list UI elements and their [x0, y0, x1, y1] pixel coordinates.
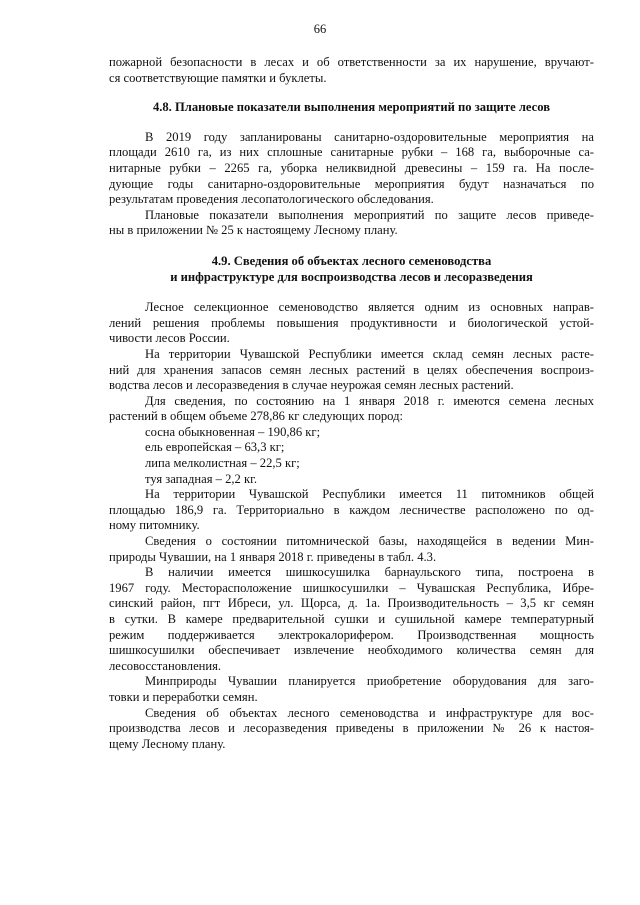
- paragraph-line: площадью 186,9 га. Территориально в каждом лесничестве расположено по од-: [109, 502, 594, 517]
- section-heading-4-8: 4.8. Плановые показатели выполнения мероприятий по защите лесов: [152, 100, 551, 115]
- equipment-paragraph: [109, 674, 594, 705]
- species-list-item: липа мелколистная – 22,5 кг;: [145, 456, 300, 471]
- paragraph-line: растений в общем объеме 278,86 кг следующих пород:: [109, 409, 404, 424]
- nurseries-paragraph: [109, 487, 594, 534]
- paragraph-line: Для сведения, по состоянию на 1 января 2018 г. имеются семена лесных: [145, 393, 594, 408]
- species-list-item: туя западная – 2,2 кг.: [145, 471, 258, 486]
- section-4-8-paragraph-1: [109, 130, 594, 208]
- section-4-9-paragraph-1: [109, 300, 594, 347]
- paragraph-line: ному питомнику.: [109, 518, 200, 533]
- paragraph-line: водства лесов и лесоразведения в случае неурожая семян лесных растений.: [109, 378, 514, 393]
- page-number: 66: [313, 22, 327, 36]
- heading-line: 4.9. Сведения об объектах лесного семеноводства: [211, 253, 492, 268]
- species-list-item: сосна обыкновенная – 190,86 кг;: [145, 424, 321, 439]
- paragraph-line: На территории Чувашской Республики имеется склад семян лесных расте-: [145, 346, 594, 361]
- paragraph-line: ся соответствующие памятки и буклеты.: [109, 70, 327, 85]
- heading-line: и инфраструктуре для воспроизводства лесов и лесоразведения: [170, 269, 533, 284]
- paragraph-line: щему Лесному плану.: [109, 736, 226, 751]
- section-4-9-paragraph-3: [109, 394, 594, 425]
- intro-paragraph: [109, 55, 594, 86]
- paragraph-line: Сведения об объектах лесного семеноводства и инфраструктуре для вос-: [145, 705, 594, 720]
- paragraph-line: дующие годы санитарно-оздоровительные мероприятия будут назначаться по: [109, 176, 594, 191]
- paragraph-line: синский район, пгт Ибреси, ул. Щорса, д. 1а. Производительность – 3,5 кг семян: [109, 596, 594, 611]
- paragraph-line: ны в приложении № 25 к настоящему Лесному плану.: [109, 223, 398, 238]
- paragraph-line: Лесное селекционное семеноводство является одним из основных направ-: [145, 300, 594, 315]
- document-body: [109, 55, 594, 752]
- paragraph-line: природы Чувашии, на 1 января 2018 г. приведены в табл. 4.3.: [109, 549, 437, 564]
- paragraph-line: чивости лесов России.: [109, 331, 230, 346]
- paragraph-line: товки и переработки семян.: [109, 689, 258, 704]
- paragraph-line: Сведения о состоянии питомнической базы, находящейся в ведении Мин-: [145, 534, 594, 549]
- paragraph-line: нитарные рубки – 2265 га, уборка неликвидной древесины – 159 га. На после-: [109, 160, 594, 175]
- paragraph-line: лений решения проблемы повышения продуктивности и биологической устой-: [109, 315, 594, 330]
- cone-dryer-paragraph: [109, 565, 594, 674]
- paragraph-line: результатам проведения лесопатологического обследования.: [109, 192, 434, 207]
- paragraph-line: шишкосушилки обеспечивает извлечение необходимого количества семян для: [109, 643, 594, 658]
- section-4-9-paragraph-2: [109, 347, 594, 394]
- paragraph-line: пожарной безопасности в лесах и об ответственности за их нарушение, вручают-: [109, 55, 594, 69]
- paragraph-line: Минприроды Чувашии планируется приобретение оборудования для заго-: [145, 674, 594, 689]
- species-list-item: ель европейская – 63,3 кг;: [145, 440, 285, 455]
- paragraph-line: ний для хранения запасов семян лесных растений в целях обеспечения воспроиз-: [109, 362, 594, 377]
- paragraph-line: лесовосстановления.: [109, 658, 222, 673]
- section-heading-4-9: [109, 254, 594, 285]
- appendix-26-paragraph: [109, 706, 594, 753]
- nursery-base-paragraph: [109, 534, 594, 565]
- paragraph-line: производства лесов и лесоразведения приведены в приложении № 26 к настоя-: [109, 721, 594, 736]
- paragraph-line: В 2019 году запланированы санитарно-оздоровительные мероприятия на: [145, 129, 594, 144]
- paragraph-line: В наличии имеется шишкосушилка барнаульского типа, построена в: [145, 565, 594, 580]
- paragraph-line: Плановые показатели выполнения мероприятий по защите лесов приведе-: [145, 207, 594, 222]
- paragraph-line: в сутки. В камере предварительной сушки и сушильной камере температурный: [109, 612, 594, 626]
- paragraph-line: площади 2610 га, из них сплошные санитарные рубки – 168 га, выборочные са-: [109, 145, 594, 160]
- species-list: [109, 425, 594, 487]
- section-4-8-paragraph-2: [109, 208, 594, 239]
- paragraph-line: режим поддерживается электрокалорифером. Производственная мощность: [109, 627, 594, 642]
- paragraph-line: 1967 году. Месторасположение шишкосушилки – Чувашская Республика, Ибре-: [109, 580, 594, 595]
- paragraph-line: На территории Чувашской Республики имеется 11 питомников общей: [145, 487, 594, 502]
